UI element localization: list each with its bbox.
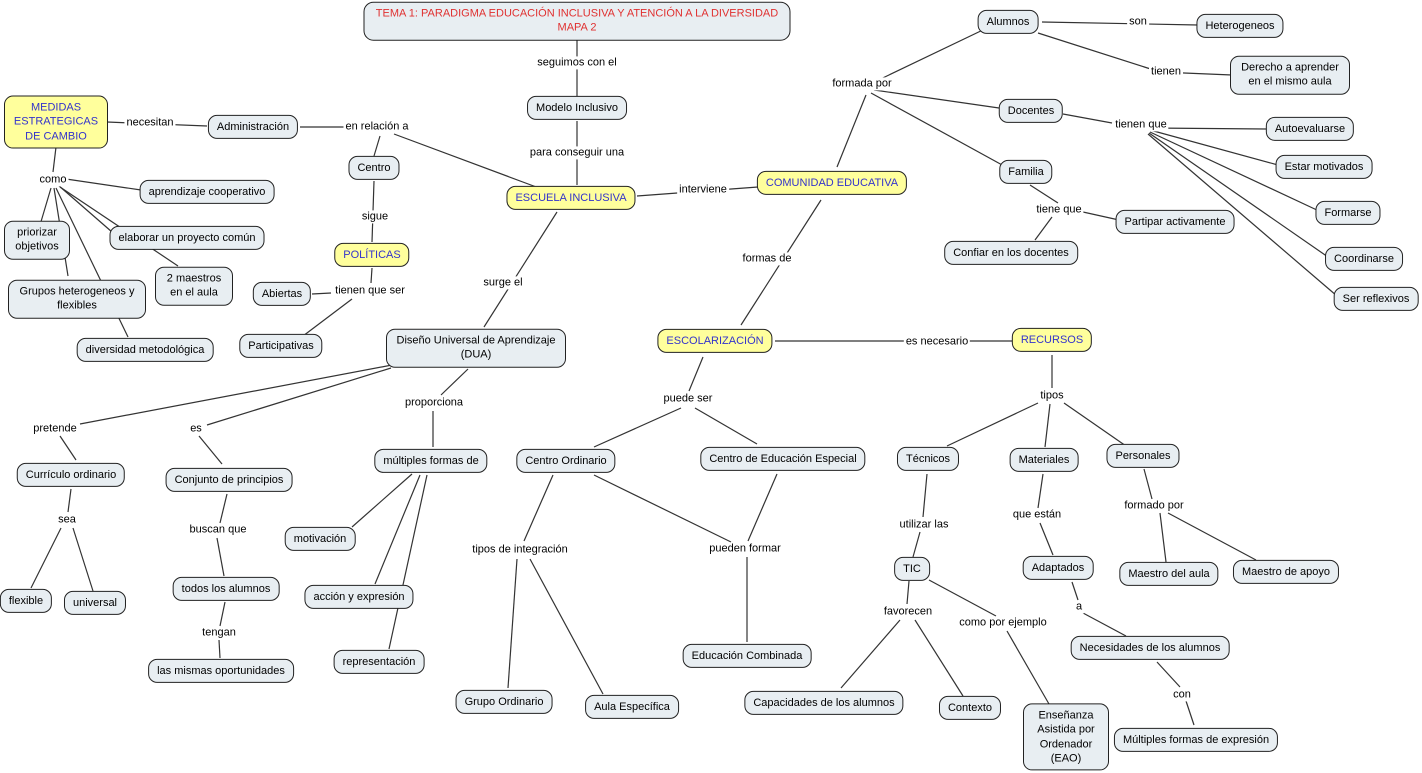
link-label-tienen[interactable]: tienen	[1151, 65, 1181, 78]
concept-materiales[interactable]: Materiales	[1010, 448, 1079, 472]
concept-educacion-combinada[interactable]: Educación Combinada	[683, 644, 812, 668]
link-label-es-necesario[interactable]: es necesario	[905, 335, 969, 348]
concept-partipar-activamente[interactable]: Partipar activamente	[1116, 210, 1235, 234]
concept-ser-reflexivos[interactable]: Ser reflexivos	[1334, 287, 1419, 311]
concept-dos-maestros[interactable]: 2 maestros en el aula	[155, 267, 233, 306]
concept-accion-expresion[interactable]: acción y expresión	[304, 585, 413, 609]
concept-maestro-del-aula[interactable]: Maestro del aula	[1119, 562, 1218, 586]
concept-diversidad-metodologica[interactable]: diversidad metodológica	[77, 338, 214, 362]
concept-centro[interactable]: Centro	[348, 156, 399, 180]
concept-formarse[interactable]: Formarse	[1315, 201, 1380, 225]
link-label-como[interactable]: como	[39, 173, 67, 186]
concept-abiertas[interactable]: Abiertas	[253, 282, 311, 306]
concept-tecnicos[interactable]: Técnicos	[897, 447, 959, 471]
concept-eao[interactable]: Enseñanza Asistida por Ordenador (EAO)	[1023, 703, 1109, 770]
link-label-son[interactable]: son	[1129, 15, 1147, 28]
concept-flexible[interactable]: flexible	[0, 589, 52, 613]
concept-multiples-formas-de[interactable]: múltiples formas de	[374, 449, 487, 473]
link-label-surge-el[interactable]: surge el	[483, 276, 523, 289]
concept-motivacion[interactable]: motivación	[285, 527, 356, 551]
link-label-a[interactable]: a	[1075, 600, 1083, 613]
concept-maestro-de-apoyo[interactable]: Maestro de apoyo	[1233, 560, 1339, 584]
concept-politicas[interactable]: POLÍTICAS	[334, 243, 409, 267]
link-label-tiene-que[interactable]: tiene que	[1036, 203, 1082, 216]
concept-centro-ordinario[interactable]: Centro Ordinario	[516, 449, 615, 473]
concept-priorizar-objetivos[interactable]: priorizar objetivos	[4, 221, 70, 260]
link-label-en-relacion-a[interactable]: en relación a	[345, 120, 409, 133]
link-label-necesitan[interactable]: necesitan	[126, 116, 174, 129]
concept-grupos-heterogeneos[interactable]: Grupos heterogeneos y flexibles	[8, 280, 146, 319]
concept-estar-motivados[interactable]: Estar motivados	[1276, 155, 1373, 179]
link-label-que-estan[interactable]: que están	[1012, 508, 1062, 521]
concept-derecho-aprender[interactable]: Derecho a aprender en el mismo aula	[1230, 56, 1350, 95]
concept-todos-los-alumnos[interactable]: todos los alumnos	[173, 577, 280, 601]
concept-universal[interactable]: universal	[64, 591, 126, 615]
concept-alumnos[interactable]: Alumnos	[978, 10, 1039, 34]
link-label-puede-ser[interactable]: puede ser	[663, 392, 713, 405]
concept-dua[interactable]: Diseño Universal de Aprendizaje (DUA)	[386, 329, 566, 368]
link-label-favorecen[interactable]: favorecen	[883, 605, 933, 618]
link-label-sigue[interactable]: sigue	[361, 210, 389, 223]
link-label-formada-por[interactable]: formada por	[832, 77, 892, 90]
concept-personales[interactable]: Personales	[1106, 444, 1179, 468]
concept-centro-educacion-especial[interactable]: Centro de Educación Especial	[700, 447, 865, 471]
concept-comunidad-educativa[interactable]: COMUNIDAD EDUCATIVA	[757, 171, 907, 195]
concept-heterogeneos[interactable]: Heterogeneos	[1196, 14, 1283, 38]
concept-modelo-inclusivo[interactable]: Modelo Inclusivo	[527, 96, 627, 120]
link-label-tienen-que[interactable]: tienen que	[1115, 118, 1167, 131]
link-label-para-conseguir-una[interactable]: para conseguir una	[529, 146, 625, 159]
concept-multiples-formas-expresion[interactable]: Múltiples formas de expresión	[1114, 728, 1278, 752]
link-label-pueden-formar[interactable]: pueden formar	[709, 542, 781, 555]
link-label-interviene[interactable]: interviene	[679, 183, 727, 196]
concept-docentes[interactable]: Docentes	[999, 99, 1063, 123]
concept-participativas[interactable]: Participativas	[239, 334, 322, 358]
concept-aula-especifica[interactable]: Aula Específica	[585, 695, 679, 719]
link-label-proporciona[interactable]: proporciona	[404, 396, 464, 409]
concept-coordinarse[interactable]: Coordinarse	[1325, 247, 1403, 271]
concept-grupo-ordinario[interactable]: Grupo Ordinario	[456, 690, 553, 714]
link-label-tengan[interactable]: tengan	[202, 626, 236, 639]
concept-curriculo-ordinario[interactable]: Currículo ordinario	[17, 463, 125, 487]
concept-mismas-oportunidades[interactable]: las mismas oportunidades	[148, 659, 294, 683]
concept-necesidades-alumnos[interactable]: Necesidades de los alumnos	[1071, 636, 1230, 660]
link-label-buscan-que[interactable]: buscan que	[189, 523, 247, 536]
link-label-pretende[interactable]: pretende	[33, 422, 77, 435]
link-label-formado-por[interactable]: formado por	[1124, 499, 1184, 512]
link-label-sea[interactable]: sea	[58, 513, 76, 526]
concept-autoevaluarse[interactable]: Autoevaluarse	[1266, 117, 1354, 141]
concept-recursos[interactable]: RECURSOS	[1012, 328, 1092, 352]
concept-escolarizacion[interactable]: ESCOLARIZACIÓN	[657, 329, 772, 353]
link-label-con[interactable]: con	[1173, 688, 1191, 701]
link-label-utilizar-las[interactable]: utilizar las	[899, 518, 949, 531]
link-label-formas-de[interactable]: formas de	[742, 252, 792, 265]
concept-confiar-docentes[interactable]: Confiar en los docentes	[944, 241, 1078, 265]
concept-conjunto-principios[interactable]: Conjunto de principios	[166, 468, 293, 492]
concept-familia[interactable]: Familia	[999, 160, 1052, 184]
concept-medidas-estrategicas[interactable]: MEDIDAS ESTRATEGICAS DE CAMBIO	[4, 96, 108, 149]
link-label-tipos-de-integracion[interactable]: tipos de integración	[472, 543, 568, 556]
concept-contexto[interactable]: Contexto	[939, 696, 1001, 720]
link-label-como-por-ejemplo[interactable]: como por ejemplo	[959, 616, 1047, 629]
link-label-tipos[interactable]: tipos	[1040, 389, 1064, 402]
concept-tic[interactable]: TIC	[894, 557, 930, 581]
concept-map-title: TEMA 1: PARADIGMA EDUCACIÓN INCLUSIVA Y ATENCIÓN A LA DIVERSIDAD MAPA 2	[364, 2, 791, 41]
concept-capacidades-alumnos[interactable]: Capacidades de los alumnos	[744, 691, 903, 715]
concept-elaborar-proyecto[interactable]: elaborar un proyecto común	[110, 226, 265, 250]
concept-escuela-inclusiva[interactable]: ESCUELA INCLUSIVA	[506, 186, 635, 210]
link-label-seguimos-con-el[interactable]: seguimos con el	[537, 56, 617, 69]
concept-administracion[interactable]: Administración	[208, 115, 298, 139]
link-label-es[interactable]: es	[190, 422, 202, 435]
concept-adaptados[interactable]: Adaptados	[1023, 556, 1094, 580]
concept-aprendizaje-cooperativo[interactable]: aprendizaje cooperativo	[140, 180, 275, 204]
link-label-tienen-que-ser[interactable]: tienen que ser	[335, 284, 405, 297]
concept-representacion[interactable]: representación	[334, 650, 425, 674]
